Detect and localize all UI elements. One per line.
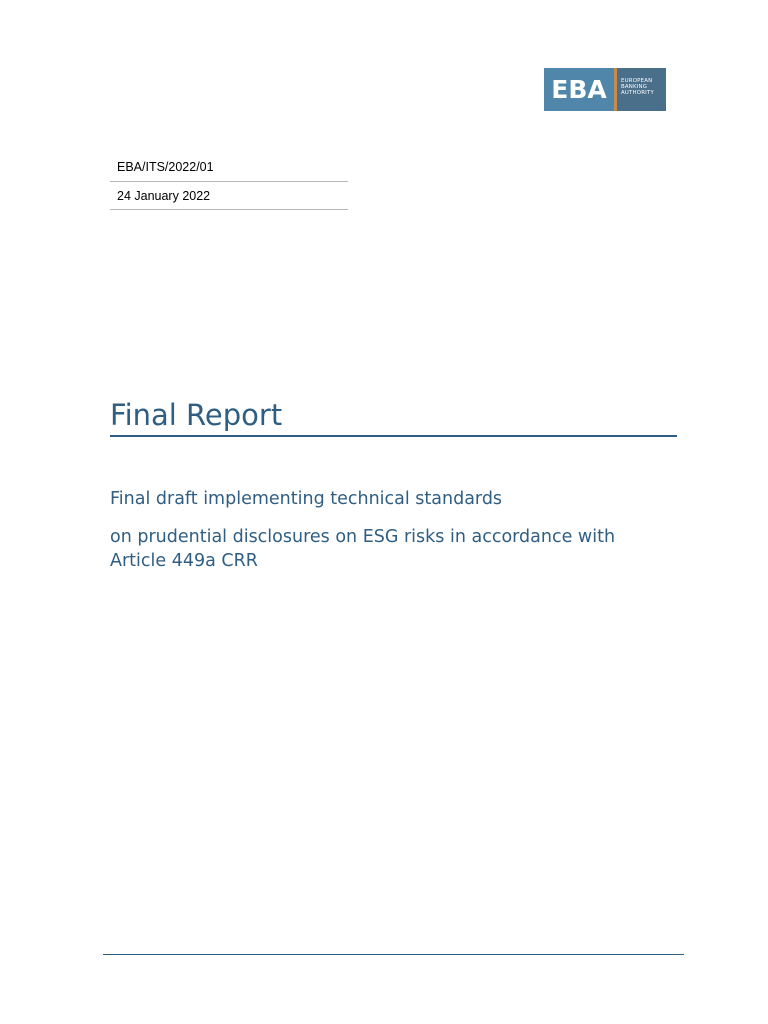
- logo-wordmark: [617, 68, 666, 111]
- subtitle-line-1: Final draft implementing technical standards: [110, 489, 503, 509]
- reference-block: [110, 156, 348, 210]
- eba-logo: [544, 68, 666, 111]
- document-code: EBA/ITS/2022/01: [110, 156, 348, 182]
- logo-word-european: EUROPEAN: [621, 78, 653, 84]
- logo-word-authority: AUTHORITY: [621, 90, 654, 97]
- subtitle-line-2: on prudential disclosures on ESG risks in accordance with Article 449a CRR: [110, 527, 616, 571]
- page-title: Final Report: [110, 398, 283, 432]
- footer-divider: [103, 954, 684, 955]
- logo-word-banking: BANKING: [621, 84, 648, 91]
- document-date: 24 January 2022: [110, 182, 348, 210]
- logo-mark: [544, 68, 614, 111]
- logo-mark-text: EBA: [551, 75, 607, 104]
- title-underline: [110, 435, 677, 437]
